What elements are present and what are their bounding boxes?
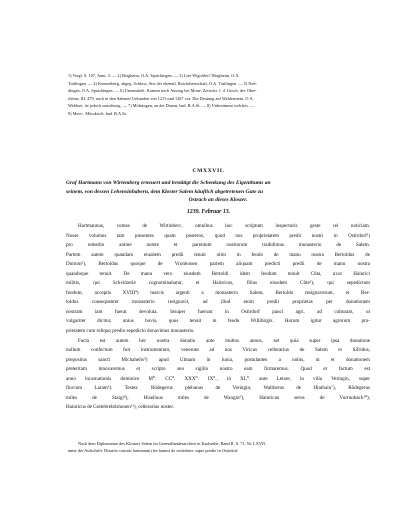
heading-line: Ostrach an dieses Kloster. (188, 197, 248, 204)
footnote-line: dingen, O.A. Spaichingen. — 6) Unermittelt. Kommt noch Auszug bei Mone, Zeitschr. f. d. Gesch. des Ober- (68, 88, 257, 94)
body-line: prepositus sancti Michahelis⁵) apud Ulmam in lunia, postulantes a nobis, ut et donationem (66, 356, 370, 363)
document-number: CMXXVII. (192, 168, 225, 174)
body-line: Hartmannus, comes de Wirtinberc, omnibus hoc scriptum inspecturis geste rei noticiam. (78, 223, 370, 229)
previous-document-footnotes (68, 72, 368, 118)
body-line: Facta est autem hec nostra donatio ante multos annos, set quia super ipsa donatione (78, 337, 370, 344)
footnote-line: Tuttlingen. — 4) Konzenberg, abgeg. Schloss, Sitz der ehemal. Reichsherrschaft, O.A. Tuttlingen. — 5) Nen- (68, 80, 257, 86)
body-line: vulgariter dicitur, unius bovis, quos tenuit in feodo Willibirgis. Horum igitur agrorum pro- (66, 318, 370, 325)
body-line: preteritam innovaremus et scripto seu sigillo nostro eam firmaremus. Quod et factum est (66, 366, 370, 373)
body-line: Nosse volumus tam presentes quam posteros, quod nos proprietatem predii nostri in Ostirdorf¹) (66, 232, 370, 239)
body-line: fluvium Laram⁶). Testes: Rŏdegerus plebanus de Veringin, Waltherus de Hinthain⁷), Rŏdegerus (66, 385, 370, 392)
footnote-line: 1) Vergl. S. 107, Anm. 3. — 2) Beigheim, O.A. Spaichingen. — 3) Lies Wigoldes? Weigheim, O.A. (68, 73, 240, 78)
document-heading (66, 179, 370, 205)
body-line: miles de Staigi⁸), Hiseliuus miles de Wangin⁹), Hainricus serus de Vurrunbach¹⁰), (66, 394, 370, 401)
body-line: prietatem cum reliquo predio sepedicto donavimus monasterio. (66, 328, 195, 335)
source-note-line: unter der Aufschrift: Donatio comitis hartmanni (tes harim) de wirtinberc super predio in Ostirdorf. (68, 448, 239, 454)
heading-line: seinem, von dessen Lehensinhabern, dem Kloster Salem käuflich abgetretenen Gute zu (66, 188, 264, 195)
body-line: Partem autem quandam eiusdem predii tenuit olim in feodo de manu nostra Bertoldus de (66, 251, 370, 258)
body-line: feodum, acceptis XVIII⁴) marcis argenti a monasterio Salem, Bertoldo resignaverunt, et Ber- (66, 289, 370, 296)
body-line: quandoque tenuit. De manu vero eiusdem Bertoldi idem feodum tenuit Cůta, uxor Hainrici (66, 270, 370, 277)
document-body (66, 222, 370, 413)
footnote-line: 9) Mess-, Mösskirch, bad. B.A.St. (68, 110, 127, 116)
footnote-line: rheins, III, 479, nach in den Salemer Urkunden von 1213 und 1267 vor. Die Deutung auf Waldenstein, O.A. (68, 95, 254, 101)
body-line: anno incarnationis dominice M⁰. CC⁰. XXX⁰. IX⁰., in XL⁰. ante Letare, in villa Veringin, super (66, 375, 370, 382)
body-line: Durnon²), Bertoldus quoque de Vronhouen partem aliquam predicti predii de manu nostra (66, 261, 370, 268)
source-note-line: Nach dem Diplomatare des Klosters Salem im Generallandesarchive in Karlsruhe, Band II, S. 71, Nr. LXVII, (78, 441, 266, 446)
body-line: Hainricus de Gottebrehtishouen¹¹), cellerarius noster. (66, 404, 175, 411)
body-line: nostram iam fuerat devoluta. Insuper fuerunt in Ostirdorf pauci agri, ad culturam, ut (66, 308, 370, 315)
heading-line: Graf Hartmann von Wirtemberg erneuert und bestätigt die Schenkung des Eigenthums an (66, 180, 271, 186)
footnote-line: Waldsee, ist jedoch unzulässig. — 7) Möhringen, an der Donau, bad. B.A.St. — 8) Unbestimmt welches. — (68, 103, 255, 109)
body-line: toldus consequenter monasterio resignavit, ad illud enim predii proprietas per donationem (66, 299, 370, 306)
body-line: pro remedio anime nostre et parentum nostrorum tradidimus monasterio de Salem. (66, 242, 370, 249)
document-date: 1239. Februar 13. (186, 209, 231, 215)
body-line: nullum confectum fuit instrumentum, venerunt ad nos Viricus cellerarius de Salem et Sifridus, (66, 347, 370, 354)
body-line: militis, qui Schvitzerie cognominabatur, et Hainricus, filius eiusdem Cůte³), qui sepedictum (66, 280, 370, 287)
source-note (68, 440, 368, 455)
